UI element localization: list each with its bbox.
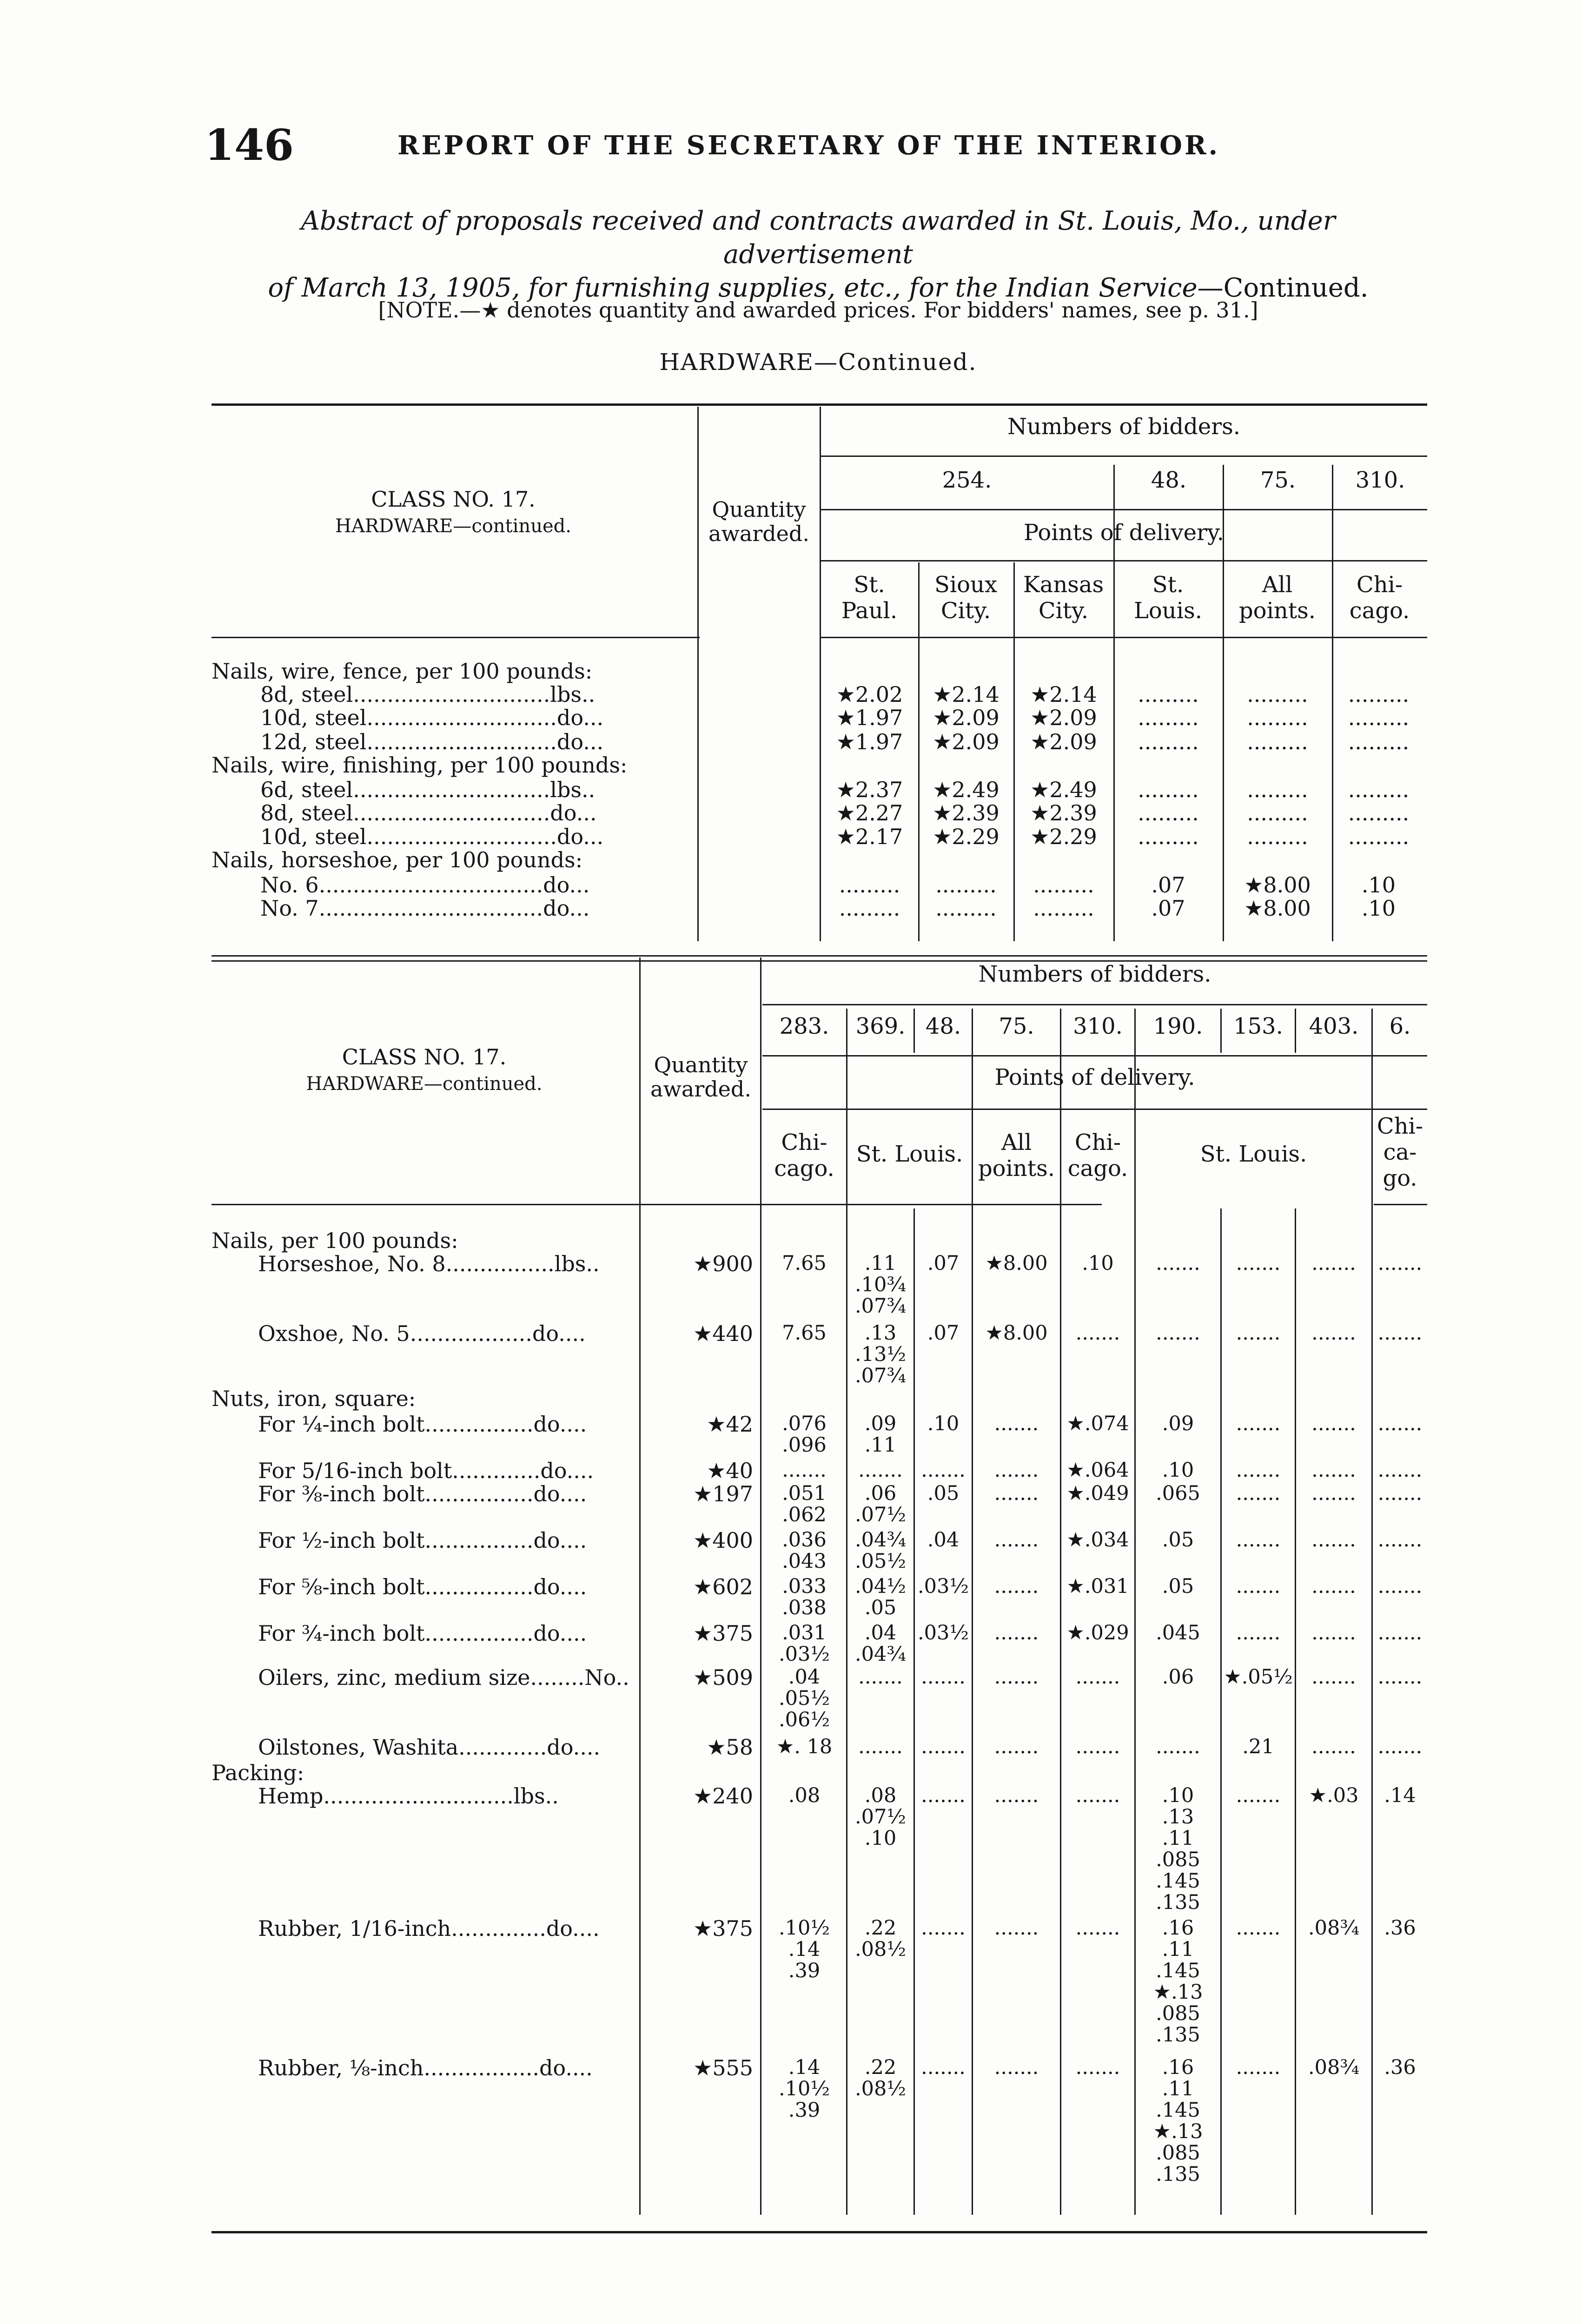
table2-row-label: For ⅝-inch bolt................do....: [258, 1574, 587, 1599]
table1-cell: .........: [1247, 777, 1308, 802]
abstract-title-line2: of March 13, 1905, for furnishing supplies, etc., for the Indian Service: [268, 273, 1198, 303]
table2-row-qty: ★400: [693, 1528, 753, 1553]
table1-row-label: 12d, steel............................do...: [260, 729, 604, 754]
table2-bidder-6: 153.: [1233, 1013, 1283, 1039]
table2-cell: .09: [1162, 1412, 1194, 1435]
table2-cell: .......: [1377, 1412, 1423, 1435]
table2-cell: .......: [921, 1665, 966, 1689]
table2-cell: .36: [1384, 1916, 1416, 1940]
table2-row-label: Oilstones, Washita.............do....: [258, 1735, 601, 1760]
section-title: HARDWARE—Continued.: [659, 349, 977, 376]
table2-cell: .......: [994, 1784, 1039, 1807]
running-head: REPORT OF THE SECRETARY OF THE INTERIOR.: [397, 130, 1220, 161]
table2-row-qty: ★240: [693, 1783, 753, 1809]
table1-qty-header: Quantity awarded.: [708, 497, 809, 546]
table2-point-2: All points.: [978, 1129, 1055, 1182]
table2-cell: .......: [1377, 1321, 1423, 1345]
table2-cell: .......: [1075, 1665, 1120, 1689]
table2-cell: .......: [1156, 1735, 1200, 1758]
table2-row-label: For ½-inch bolt................do....: [258, 1528, 587, 1553]
page-number: 146: [205, 120, 294, 170]
table2-row-label: For ⅜-inch bolt................do....: [258, 1481, 587, 1506]
table1-row-label: 8d, steel.............................do...: [260, 800, 597, 825]
table1-cell: .........: [1247, 729, 1308, 754]
table2-cell: ★.031: [1066, 1575, 1129, 1598]
table2-class-sub: HARDWARE—continued.: [306, 1073, 543, 1095]
table1-rule-c: [821, 560, 1427, 561]
table2-point-3: Chi-cago.: [1067, 1129, 1128, 1182]
table2-cell: .......: [1075, 1784, 1120, 1807]
table2-cell: .04 .05½ .06½: [778, 1665, 830, 1731]
table1-cell: .........: [1138, 705, 1199, 730]
table2-cell: .......: [1377, 1621, 1423, 1644]
table2-cell: .......: [1075, 1916, 1120, 1940]
table2-cell: .......: [921, 2056, 966, 2079]
table2-rule-a: [762, 1004, 1427, 1005]
table1-row-label: 6d, steel.............................lbs..: [260, 777, 596, 802]
table2-cell: .......: [1311, 1735, 1356, 1758]
table2-cell: .10: [1082, 1252, 1114, 1275]
table2-bidder-4: 310.: [1073, 1013, 1123, 1039]
table1-point-1: Sioux City.: [934, 572, 998, 624]
table2-cell: .031 .03½: [778, 1621, 830, 1666]
table2-cell: .21: [1242, 1735, 1274, 1758]
table2-row-label: Rubber, 1/16-inch..............do....: [258, 1916, 600, 1941]
table2-cell: .......: [921, 1459, 966, 1482]
table1-cell: ★2.29: [933, 824, 1000, 849]
table2-cell: .03½: [917, 1575, 969, 1598]
table2-bidder-3: 75.: [999, 1013, 1034, 1039]
table2-row-qty: ★42: [707, 1412, 753, 1437]
table2-cell: .05: [1162, 1575, 1194, 1598]
table2-cell: .......: [1236, 1575, 1281, 1598]
table2-cell: .......: [994, 1459, 1039, 1482]
table1-point-5: Chi-cago.: [1349, 572, 1410, 624]
table2-row-qty: ★375: [693, 1916, 753, 1941]
table2-points-header: Points of delivery.: [994, 1064, 1195, 1090]
table2-row-label: Oilers, zinc, medium size........No..: [258, 1665, 629, 1690]
table1-rule-b: [821, 509, 1427, 510]
table1-cell: .........: [1033, 872, 1094, 898]
table1-point-2: Kansas City.: [1023, 572, 1104, 624]
table2-cell: .10: [1162, 1459, 1194, 1482]
table1-cell: ★2.09: [1030, 705, 1097, 730]
table1-bidder-2: 75.: [1260, 467, 1296, 493]
table2-row-qty: ★197: [693, 1481, 753, 1506]
table2-vline-qty-right: [760, 957, 761, 2215]
table1-row-label: Nails, horseshoe, per 100 pounds:: [212, 847, 583, 872]
table2-cell: ★.064: [1066, 1459, 1129, 1482]
table1-cell: ★2.14: [933, 682, 1000, 707]
table2-row-qty: ★509: [693, 1665, 753, 1690]
table2-cell: .22 .08½: [854, 2056, 907, 2100]
table2-bidder-8: 6.: [1389, 1013, 1411, 1039]
table1-cell: .........: [1247, 824, 1308, 849]
table2-cell: .......: [1236, 1528, 1281, 1552]
table2-cell: .......: [994, 1735, 1039, 1758]
table2-row-label: For 5/16-inch bolt.............do....: [258, 1458, 594, 1483]
table2-cell: .08 .07½ .10: [854, 1784, 907, 1850]
table2-cell: .......: [1236, 1784, 1281, 1807]
table2-cell: .04 .04¾: [854, 1621, 907, 1666]
table2-row-label: Oxshoe, No. 5..................do....: [258, 1321, 586, 1346]
table2-row-qty: ★900: [693, 1251, 753, 1276]
table2-cell: .......: [1311, 1575, 1356, 1598]
table1-cell: ★2.09: [1030, 729, 1097, 754]
table2-cell: .......: [1075, 1321, 1120, 1345]
table2-cell: .......: [994, 1621, 1039, 1644]
table2-cell: .04¾ .05½: [854, 1528, 907, 1573]
table1-bidder-0: 254.: [942, 467, 992, 493]
table1-cell: .........: [1138, 682, 1199, 707]
table1-cell: ★2.14: [1030, 682, 1097, 707]
table2-cell: .......: [1236, 1482, 1281, 1505]
table2-cell: ★.03: [1309, 1784, 1359, 1807]
table2-cell: .......: [1236, 1321, 1281, 1345]
table2-cell: .036 .043: [782, 1528, 827, 1573]
table2-cell: .06 .07½: [854, 1482, 907, 1526]
table2-cell: .076 .096: [782, 1412, 827, 1457]
table2-row-qty: ★375: [693, 1621, 753, 1646]
table1-cell: ★2.49: [1030, 777, 1097, 802]
table2-row-qty: ★602: [693, 1574, 753, 1599]
table1-top-rule: [212, 403, 1427, 406]
table2-cell: .......: [1377, 1575, 1423, 1598]
table2-cell: .......: [1377, 1459, 1423, 1482]
table2-class-header: [212, 1043, 637, 1097]
table2-cell: .22 .08½: [854, 1916, 907, 1961]
table2-row-label: For ¼-inch bolt................do....: [258, 1412, 587, 1437]
table2-cell: .......: [994, 1482, 1039, 1505]
table2-row-qty: ★440: [693, 1321, 753, 1346]
table2-vline-4: [1060, 1009, 1061, 2215]
table2-cell: .......: [1075, 1735, 1120, 1758]
table2-vline-qty-left: [639, 957, 641, 2215]
table2-cell: .......: [1236, 2056, 1281, 2079]
table1-row-label: Nails, wire, finishing, per 100 pounds:: [212, 753, 628, 778]
table2-cell: ★.074: [1066, 1412, 1129, 1435]
table2-row-label: Packing:: [212, 1760, 304, 1785]
table2-row-qty: ★58: [707, 1735, 753, 1760]
table2-cell: .......: [994, 1575, 1039, 1598]
table1-cell: .........: [1247, 682, 1308, 707]
table1-point-4: All points.: [1238, 572, 1316, 624]
abstract-title: [205, 205, 1432, 305]
table2-cell: .......: [1377, 1735, 1423, 1758]
table1-cell: .........: [1247, 800, 1308, 825]
table2-cell: 7.65: [782, 1321, 827, 1345]
table1-cell: ★2.39: [933, 800, 1000, 825]
table1-cell: .........: [1138, 824, 1199, 849]
table2-cell: .06: [1162, 1665, 1194, 1689]
table1-cell: .........: [935, 872, 997, 898]
table1-cell: .07: [1151, 872, 1185, 898]
table2-cell: .10: [927, 1412, 960, 1435]
table1-row-label: Nails, wire, fence, per 100 pounds:: [212, 659, 593, 684]
table2-cell: ★.034: [1066, 1528, 1129, 1552]
table1-cell: ★8.00: [1244, 896, 1311, 921]
table2-cell: .......: [1075, 2056, 1120, 2079]
table2-bottom-rule: [212, 2231, 1427, 2233]
table1-class-label: CLASS NO. 17.: [371, 487, 536, 512]
table2-cell: .......: [921, 1735, 966, 1758]
table2-cell: .......: [1311, 1621, 1356, 1644]
table1-cell: ★2.27: [836, 800, 903, 825]
table1-point-0: St. Paul.: [841, 572, 898, 624]
table2-row-qty: ★555: [693, 2055, 753, 2080]
table2-row-qty: ★40: [707, 1458, 753, 1483]
table1-rule-a: [821, 456, 1427, 457]
table2-cell: .......: [1311, 1412, 1356, 1435]
table2-cell: .04: [927, 1528, 960, 1552]
table1-bidder-3: 310.: [1355, 467, 1405, 493]
table1-header-rule-right: [821, 637, 1427, 638]
table2-cell: .......: [921, 1916, 966, 1940]
table1-cell: .........: [1138, 729, 1199, 754]
table2-vline-3: [972, 1009, 973, 2215]
table2-cell: .045: [1156, 1621, 1200, 1644]
table2-cell: .10½ .14 .39: [778, 1916, 830, 1982]
table2-cell: .......: [1377, 1528, 1423, 1552]
table2-qty-header: Quantity awarded.: [650, 1052, 751, 1102]
table2-cell: .......: [1236, 1252, 1281, 1275]
table2-cell: .04½ .05: [854, 1575, 907, 1619]
table1-vline-1: [697, 407, 699, 941]
table1-cell: .........: [1033, 896, 1094, 921]
table1-cell: .........: [1348, 705, 1410, 730]
table2-bidder-2: 48.: [925, 1013, 961, 1039]
table1-row-label: No. 6.................................do...: [260, 872, 590, 898]
table1-cell: ★2.49: [933, 777, 1000, 802]
table1-bidder-1: 48.: [1151, 467, 1187, 493]
table2-cell: .......: [994, 1412, 1039, 1435]
table1-cell: .........: [1348, 729, 1410, 754]
table1-row-label: No. 7.................................do...: [260, 896, 590, 921]
table1-cell: ★2.37: [836, 777, 903, 802]
table1-cell: ★1.97: [836, 729, 903, 754]
table1-cell: .........: [1138, 777, 1199, 802]
table2-cell: .......: [1377, 1252, 1423, 1275]
table2-class-label: CLASS NO. 17.: [342, 1044, 507, 1070]
table2-cell: .08¾: [1308, 1916, 1360, 1940]
table2-cell: .07: [927, 1321, 960, 1345]
table1-cell: .10: [1361, 896, 1396, 921]
table2-cell: .14 .10½ .39: [778, 2056, 830, 2122]
abstract-title-line1: Abstract of proposals received and contracts awarded in St. Louis, Mo., under advertisement: [301, 206, 1336, 270]
table1-cell: ★8.00: [1244, 872, 1311, 898]
table1-cell: ★2.17: [836, 824, 903, 849]
table2-cell: .11 .10¾ .07¾: [854, 1252, 907, 1318]
table1-cell: .........: [839, 896, 900, 921]
table2-cell: .......: [782, 1459, 827, 1482]
table2-point-0: Chi-cago.: [774, 1129, 834, 1182]
table2-cell: ★8.00: [985, 1252, 1048, 1275]
table2-cell: .05: [927, 1482, 960, 1505]
table1-row-label: 8d, steel.............................lbs..: [260, 682, 596, 707]
table2-cell: .051 .062: [782, 1482, 827, 1526]
table2-cell: .03½: [917, 1621, 969, 1644]
table1-cell: ★2.39: [1030, 800, 1097, 825]
table2-header-rule-left: [212, 1204, 1102, 1205]
table2-cell: .......: [994, 1916, 1039, 1940]
table2-point-1: St. Louis.: [856, 1141, 963, 1167]
table2-bidder-7: 403.: [1309, 1013, 1359, 1039]
table2-point-4: St. Louis.: [1200, 1141, 1307, 1167]
table2-cell: .033 .038: [782, 1575, 827, 1619]
table2-cell: .......: [1311, 1459, 1356, 1482]
table1-row-label: 10d, steel............................do...: [260, 705, 604, 730]
table2-bidder-0: 283.: [779, 1013, 829, 1039]
table2-cell: .07: [927, 1252, 960, 1275]
table2-numbers-header: Numbers of bidders.: [978, 961, 1211, 987]
table2-cell: .......: [994, 1665, 1039, 1689]
table1-numbers-header: Numbers of bidders.: [1007, 414, 1241, 440]
table1-cell: ★2.09: [933, 729, 1000, 754]
table2-row-label: Rubber, ⅛-inch.................do....: [258, 2055, 593, 2080]
table2-row-label: Nails, per 100 pounds:: [212, 1228, 458, 1253]
table1-points-header: Points of delivery.: [1024, 520, 1224, 546]
table2-cell: .......: [858, 1665, 903, 1689]
table2-cell: .09 .11: [864, 1412, 897, 1457]
table1-row-label: 10d, steel............................do...: [260, 824, 604, 849]
table1-header-rule-left: [212, 637, 700, 638]
table2-cell: ★. 18: [776, 1735, 833, 1758]
table2-cell: .......: [858, 1459, 903, 1482]
table1-cell: ★2.29: [1030, 824, 1097, 849]
table2-cell: .......: [1377, 1482, 1423, 1505]
table2-row-label: Hemp............................lbs..: [258, 1783, 559, 1809]
table2-cell: .......: [1156, 1252, 1200, 1275]
table1-cell: .07: [1151, 896, 1185, 921]
table2-row-label: For ¾-inch bolt................do....: [258, 1621, 587, 1646]
table2-cell: .......: [994, 2056, 1039, 2079]
table2-rule-b: [762, 1055, 1427, 1056]
table1-cell: ★2.02: [836, 682, 903, 707]
table2-cell: .13 .13½ .07¾: [854, 1321, 907, 1387]
table1-cell: .........: [1348, 777, 1410, 802]
table2-cell: .......: [921, 1784, 966, 1807]
table2-row-label: Nuts, iron, square:: [212, 1386, 416, 1411]
table2-cell: .......: [1311, 1665, 1356, 1689]
table2-cell: .......: [1311, 1321, 1356, 1345]
table2-cell: .16 .11 .145 ★.13 .085 .135: [1153, 1916, 1203, 2047]
table2-cell: ★.049: [1066, 1482, 1129, 1505]
table2-cell: .10 .13 .11 .085 .145 .135: [1156, 1784, 1200, 1914]
table1-cell: .........: [1348, 682, 1410, 707]
table2-bidder-5: 190.: [1153, 1013, 1203, 1039]
table1-cell: .........: [935, 896, 997, 921]
note: [NOTE.—★ denotes quantity and awarded prices. For bidders' names, see p. 31.]: [378, 297, 1258, 323]
table2-cell: .......: [1156, 1321, 1200, 1345]
table1-class-header: [212, 486, 695, 540]
table2-top-rule-a: [212, 955, 1427, 957]
table2-cell: .16 .11 .145 ★.13 .085 .135: [1153, 2056, 1203, 2186]
abstract-title-suffix: —Continued.: [1197, 273, 1369, 303]
table1-cell: .........: [839, 872, 900, 898]
table1-cell: ★1.97: [836, 705, 903, 730]
table2-cell: .......: [1377, 1665, 1423, 1689]
table2-point-5: Chi-ca-go.: [1377, 1113, 1423, 1191]
table2-bidder-1: 369.: [855, 1013, 906, 1039]
table2-cell: ★.05½: [1224, 1665, 1293, 1689]
table2-cell: ★8.00: [985, 1321, 1048, 1345]
table1-cell: ★2.09: [933, 705, 1000, 730]
table1-class-sub: HARDWARE—continued.: [335, 515, 571, 537]
table2-cell: .......: [858, 1735, 903, 1758]
table2-cell: .......: [1311, 1482, 1356, 1505]
table1-point-3: St. Louis.: [1134, 572, 1202, 624]
table2-cell: .36: [1384, 2056, 1416, 2079]
table2-cell: .065: [1156, 1482, 1200, 1505]
table1-cell: .........: [1348, 800, 1410, 825]
table2-cell: .......: [1236, 1621, 1281, 1644]
table2-cell: .......: [1236, 1412, 1281, 1435]
table2-row-label: Horseshoe, No. 8................lbs..: [258, 1251, 600, 1276]
table1-cell: .........: [1348, 824, 1410, 849]
table2-cell: .......: [1311, 1528, 1356, 1552]
table2-cell: .08: [788, 1784, 821, 1807]
table2-cell: .......: [1236, 1459, 1281, 1482]
table1-cell: .........: [1138, 800, 1199, 825]
table2-cell: .05: [1162, 1528, 1194, 1552]
table2-cell: .08¾: [1308, 2056, 1360, 2079]
table1-cell: .........: [1247, 705, 1308, 730]
table2-cell: .......: [994, 1528, 1039, 1552]
table2-cell: 7.65: [782, 1252, 827, 1275]
table2-cell: .......: [1311, 1252, 1356, 1275]
table2-cell: .......: [1236, 1916, 1281, 1940]
table1-cell: .10: [1361, 872, 1396, 898]
table2-cell: ★.029: [1066, 1621, 1129, 1644]
table2-cell: .14: [1384, 1784, 1416, 1807]
table2-rule-c: [762, 1109, 1427, 1110]
table2-header-rule-right: [1374, 1204, 1427, 1205]
